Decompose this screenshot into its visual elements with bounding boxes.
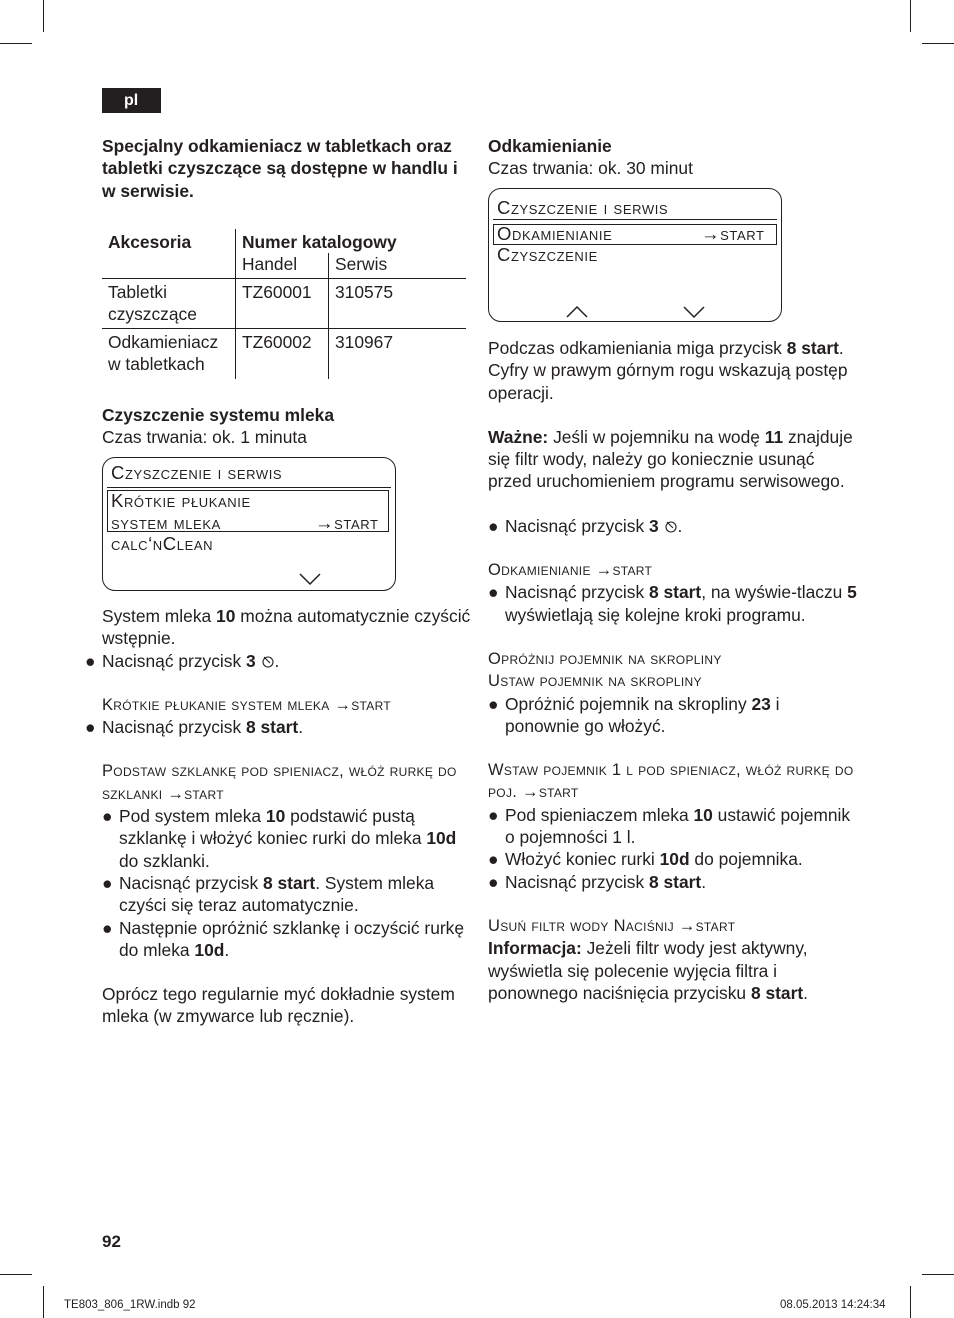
milk-duration: Czas trwania: ok. 1 minuta — [102, 427, 307, 448]
crop-mark — [910, 0, 911, 32]
crop-mark — [910, 1286, 911, 1318]
care-icon — [261, 654, 275, 668]
display-line-2-action: →start — [315, 512, 379, 533]
display-line-1-action: →start — [701, 223, 765, 244]
list-item: ● Nacisnąć przycisk 8 start. — [85, 717, 304, 738]
display-line-1: Odkamienianie — [497, 223, 613, 244]
crop-mark — [0, 43, 32, 44]
arrow-right-icon: → — [334, 695, 352, 714]
crop-mark — [43, 1286, 44, 1318]
table-sub-serwis: Serwis — [329, 253, 467, 278]
list-item: ● Opróżnić pojemnik na skropliny 23 i ponownie go włożyć. — [488, 693, 780, 736]
list-item: ● Nacisnąć przycisk 8 start, na wyświe-tlaczu 5 wyświetlają się kolejne kroki programu. — [488, 582, 857, 625]
footer-date: 08.05.2013 14:24:34 — [780, 1299, 886, 1311]
blink-text: Podczas odkamieniania miga przycisk 8 start. — [488, 338, 844, 358]
crop-mark — [43, 0, 44, 32]
table-sub-handel: Handel — [236, 253, 329, 278]
info-note: Informacja: Jeżeli filtr wody jest aktywny, wyświetla się polecenie wyjęcia filtra i ponownego naciśnięcia przycisku 8 start. — [488, 938, 808, 1003]
page-number: 92 — [102, 1232, 121, 1251]
display-rule — [107, 487, 391, 488]
machine-display-descaling — [488, 188, 782, 322]
milk-auto-text: System mleka 10 można automatycznie czyścić wstępnie. — [102, 606, 471, 649]
intro-text: Specjalny odkamieniacz w tabletkach oraz tabletki czyszczące są dostępne w handlu i w serwisie. — [102, 136, 458, 201]
list-item: ● Nacisnąć przycisk 3 . — [488, 515, 683, 536]
step-oproznij: Opróżnij pojemnik na skropliny — [488, 649, 722, 668]
milk-section-title: Czyszczenie systemu mleka — [102, 405, 334, 425]
crop-mark — [0, 1274, 32, 1275]
display-rule — [493, 219, 777, 220]
display-title: Czyszczenie i serwis — [497, 197, 669, 218]
display-line-3: calc‘nClean — [111, 533, 214, 554]
arrow-right-icon: → — [701, 223, 721, 244]
descaling-duration: Czas trwania: ok. 30 minut — [488, 158, 693, 179]
chevron-up-icon — [566, 305, 588, 319]
chevron-down-icon — [683, 305, 705, 319]
step-wstaw-pojemnik: Wstaw pojemnik 1 l pod spieniacz, włóż rurkę do poj. →start — [488, 761, 854, 802]
list-item: ● Pod system mleka 10 podstawić pustą szklankę i włożyć koniec rurki do mleka 10d do szklanki. — [102, 806, 457, 871]
descaling-title: Odkamienianie — [488, 136, 612, 156]
list-item: ● Włożyć koniec rurki 10d do pojemnika. — [488, 849, 803, 870]
crop-mark — [922, 43, 954, 44]
list-item: ● Nacisnąć przycisk 3 . — [85, 650, 280, 671]
display-line-1: Krótkie płukanie — [111, 490, 251, 511]
accessories-table — [102, 229, 466, 379]
display-line-2: Czyszczenie — [497, 244, 598, 265]
arrow-right-icon: → — [595, 561, 613, 580]
table-row: Tabletki czyszczące TZ60001 310575 — [102, 278, 466, 329]
list-item: ● Nacisnąć przycisk 8 start. System mleka czyści się teraz automatycznie. — [102, 872, 435, 916]
step-krotkie-plukanie: Krótkie płukanie system mleka →start — [102, 695, 391, 714]
table-header-accessories: Akcesoria — [108, 232, 192, 252]
list-item: ● Nacisnąć przycisk 8 start. — [488, 871, 707, 892]
arrow-right-icon: → — [315, 512, 335, 533]
language-tab: pl — [102, 88, 161, 113]
table-row: Odkamieniacz w tabletkach TZ60002 310967 — [102, 329, 466, 379]
care-icon — [664, 519, 678, 533]
step-usun-filtr: Usuń filtr wody Naciśnij →start — [488, 916, 736, 935]
progress-text: Cyfry w prawym górnym rogu wskazują postęp operacji. — [488, 360, 848, 403]
arrow-right-icon: → — [678, 916, 696, 935]
display-title: Czyszczenie i serwis — [111, 462, 283, 483]
arrow-right-icon: → — [167, 784, 185, 803]
table-header-catalog: Numer katalogowy — [242, 232, 397, 252]
important-note: Ważne: Jeśli w pojemniku na wodę 11 znajduje się filtr wody, należy go koniecznie usunąć przed uruchomieniem programu serwisowego. — [488, 426, 853, 492]
display-line-2: system mleka — [111, 512, 221, 533]
closing-text: Oprócz tego regularnie myć dokładnie system mleka (w zmywarce lub ręcznie). — [102, 984, 455, 1027]
arrow-right-icon: → — [522, 783, 539, 802]
step-podstaw-szklanke: Podstaw szklankę pod spieniacz, włóż rurkę do szklanki →start — [102, 762, 457, 803]
crop-mark — [922, 1274, 954, 1275]
machine-display-milk — [102, 457, 396, 591]
step-ustaw: Ustaw pojemnik na skropliny — [488, 672, 702, 691]
step-odkamienianie: Odkamienianie →start — [488, 561, 653, 580]
chevron-down-icon — [299, 572, 321, 586]
list-item: ● Następnie opróżnić szklankę i oczyścić rurkę do mleka 10d. — [102, 917, 465, 960]
footer-file: TE803_806_1RW.indb 92 — [64, 1299, 196, 1311]
list-item: ● Pod spieniaczem mleka 10 ustawić pojemnik o pojemności 1 l. — [488, 804, 851, 848]
